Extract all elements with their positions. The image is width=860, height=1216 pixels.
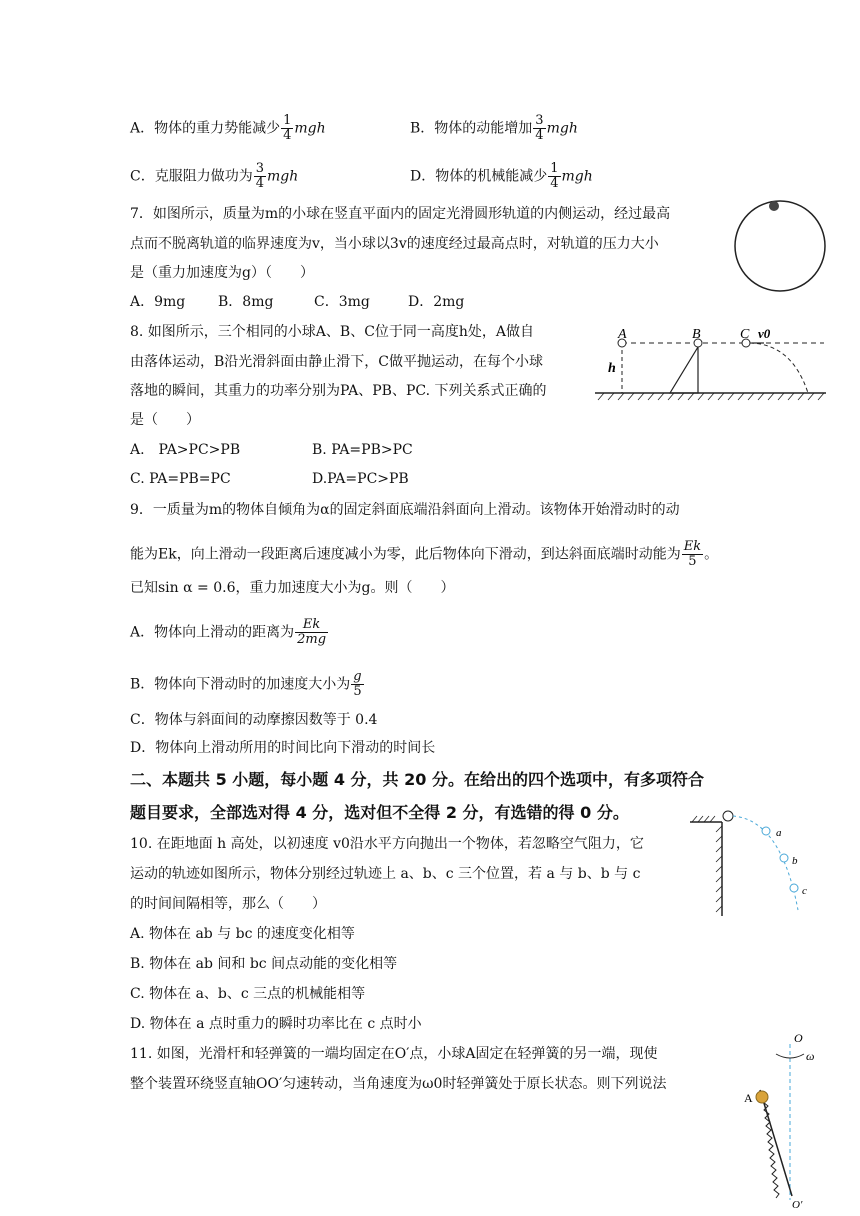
q7-option-b: B．8mg <box>218 294 274 310</box>
label-b: B <box>692 327 701 342</box>
q9-line-3: 已知sin α = 0.6，重力加速度大小为g。则（ ） <box>130 580 455 596</box>
q10-projectile-figure <box>686 806 816 918</box>
circular-track <box>735 201 825 291</box>
q6-option-b: B．物体的动能增加 $\frac{3}{4}$ mgh <box>410 113 578 143</box>
q8-line-1: 8. 如图所示，三个相同的小球A、B、C位于同一高度h处，A做自 <box>130 324 535 340</box>
label-a: a <box>776 827 782 839</box>
q9-line-2: 能为Ek，向上滑动一段距离后速度减小为零，此后物体向下滑动，到达斜面底端时动能为 $\frac{Ek}{5}$ 。 <box>130 539 719 569</box>
label-c: c <box>802 885 807 897</box>
q9-option-b: B．物体向下滑动时的加速度大小为 $\frac{g}{5}$ <box>130 669 362 699</box>
q10-line-3: 的时间间隔相等，那么（ ） <box>130 896 326 912</box>
q8-option-d: D.PA=PC>PB <box>312 471 409 487</box>
q6-option-c: C．克服阻力做功为 $\frac{3}{4}$ mgh <box>130 161 299 191</box>
q8-option-c: C. PA=PB=PC <box>130 471 231 487</box>
q11-line-2: 整个装置环绕竖直轴OO′匀速转动，当角速度为ω0时轻弹簧处于原长状态。则下列说法 <box>130 1076 667 1092</box>
q8-option-b: B. PA=PB>PC <box>312 442 413 458</box>
q6-option-a: A．物体的重力势能减少 $\frac{1}{4}$ mgh <box>130 113 326 143</box>
ball-icon <box>769 201 779 211</box>
q10-option-d: D. 物体在 a 点时重力的瞬时功率比在 c 点时小 <box>130 1016 422 1032</box>
q9-option-c: C．物体与斜面间的动摩擦因数等于 0.4 <box>130 712 378 728</box>
label-v0: v0 <box>758 326 771 341</box>
q8-line-4: 是（ ） <box>130 412 200 428</box>
ball-a-icon <box>756 1091 768 1103</box>
section-2-line-1: 二、本题共 5 小题，每小题 4 分，共 20 分。在给出的四个选项中，有多项符合 <box>130 770 704 789</box>
label-b: b <box>792 855 798 867</box>
label-o: O <box>794 1031 803 1045</box>
incline-icon <box>670 347 698 393</box>
wall-hatch <box>716 826 722 912</box>
q10-line-2: 运动的轨迹如图所示，物体分别经过轨迹上 a、b、c 三个位置，若 a 与 b、b 与 c <box>130 866 641 882</box>
point-b-icon <box>780 854 788 862</box>
q7-option-d: D．2mg <box>408 294 465 310</box>
q11-line-1: 11. 如图，光滑杆和轻弹簧的一端均固定在O′点，小球A固定在轻弹簧的另一端，现使 <box>130 1046 658 1062</box>
q10-option-a: A. 物体在 ab 与 bc 的速度变化相等 <box>130 926 355 942</box>
q10-option-c: C. 物体在 a、b、c 三点的机械能相等 <box>130 986 366 1002</box>
ledge-hatch <box>692 816 715 822</box>
q9-line-1: 9．一质量为m的物体自倾角为α的固定斜面底端沿斜面向上滑动。该物体开始滑动时的动 <box>130 502 680 518</box>
q10-option-b: B. 物体在 ab 间和 bc 间点动能的变化相等 <box>130 956 398 972</box>
q7-option-a: A．9mg <box>130 294 186 310</box>
label-a: A <box>744 1091 753 1105</box>
q7-option-c: C．3mg <box>314 294 370 310</box>
point-a-icon <box>762 827 770 835</box>
launch-ball-icon <box>723 811 733 821</box>
q9-option-a: A．物体向上滑动的距离为 $\frac{Ek}{2mg}$ <box>130 617 327 647</box>
q7-line-2: 点而不脱离轨道的临界速度为v，当小球以3v的速度经过最高点时，对轨道的压力大小 <box>130 236 659 252</box>
q7-circle-track-figure <box>726 196 836 296</box>
q6-option-d: D．物体的机械能减少 $\frac{1}{4}$ mgh <box>410 161 593 191</box>
label-c: C <box>740 327 750 342</box>
label-a: A <box>618 327 627 342</box>
q8-line-2: 由落体运动，B沿光滑斜面由静止滑下，C做平抛运动，在每个小球 <box>130 354 543 370</box>
q7-line-3: 是（重力加速度为g）（ ） <box>130 265 314 281</box>
section-2-line-2: 题目要求，全部选对得 4 分，选对但不全得 2 分，有选错的得 0 分。 <box>130 803 629 822</box>
q8-line-3: 落地的瞬间，其重力的功率分别为PA、PB、PC. 下列关系式正确的 <box>130 383 547 399</box>
q10-line-1: 10. 在距地面 h 高处，以初速度 v0沿水平方向抛出一个物体，若忽略空气阻力，它 <box>130 836 644 852</box>
projectile-path <box>750 343 808 393</box>
point-c-icon <box>790 884 798 892</box>
label-omega: ω <box>806 1049 815 1063</box>
q8-option-a: A. PA>PC>PB <box>130 442 241 458</box>
q8-three-balls-figure <box>592 322 828 408</box>
ground-hatch <box>598 393 824 400</box>
q11-rotating-rod-figure <box>736 1030 820 1210</box>
q7-line-1: 7．如图所示，质量为m的小球在竖直平面内的固定光滑圆形轨道的内侧运动，经过最高 <box>130 206 671 222</box>
label-h: h <box>608 361 616 376</box>
label-o-prime: O′ <box>792 1199 803 1210</box>
spring-icon <box>763 1102 779 1198</box>
smooth-rod <box>760 1090 792 1196</box>
q9-option-d: D．物体向上滑动所用的时间比向下滑动的时间长 <box>130 740 436 756</box>
